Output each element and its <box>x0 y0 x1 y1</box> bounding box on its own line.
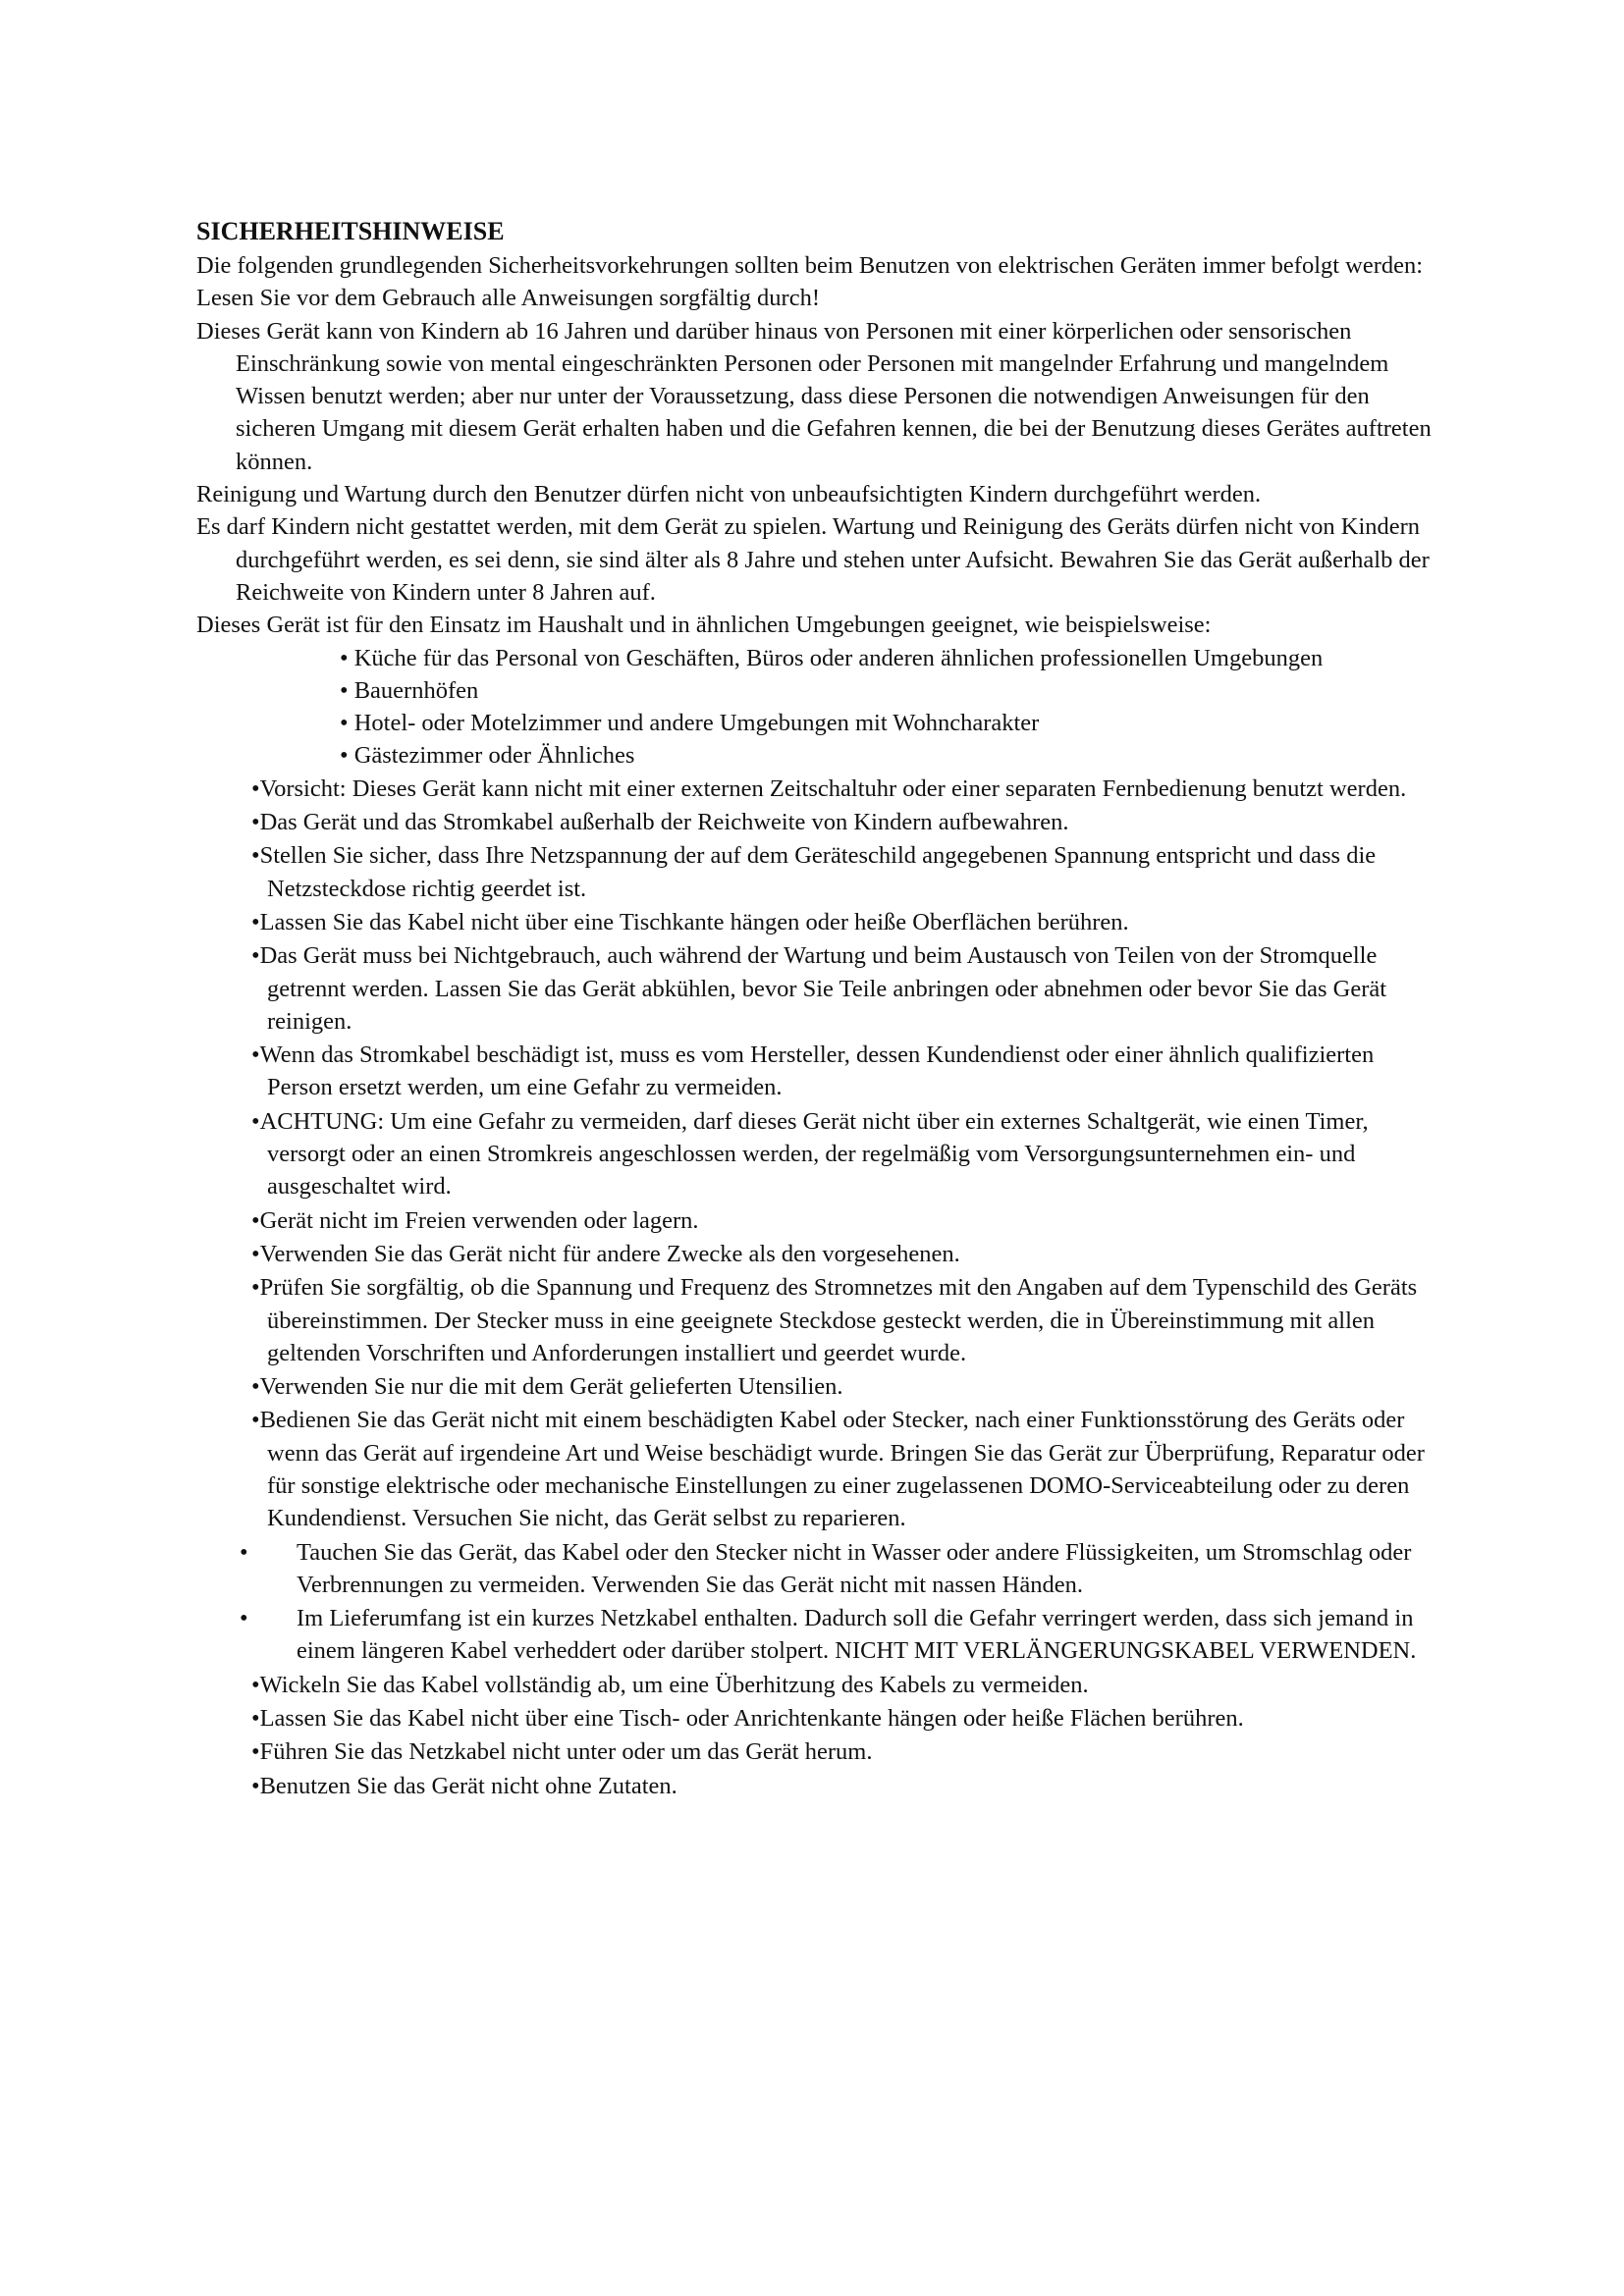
warning-text: ACHTUNG: Um eine Gefahr zu vermeiden, darf dieses Gerät nicht über ein externes Schaltgerät, wie einen Timer, versorgt oder an einen Stromkreis angeschlossen werden, der regelmäßig vom Versorgungsunternehmen ein- und ausgeschaltet wird. <box>259 1107 1369 1201</box>
list-item: • Küche für das Personal von Geschäften, Büros oder anderen ähnlichen professionellen Umgebungen <box>340 644 1324 671</box>
warning-text: Tauchen Sie das Gerät, das Kabel oder den Stecker nicht in Wasser oder andere Flüssigkeiten, um Stromschlag oder Verbrennungen zu vermeiden. Verwenden Sie das Gerät nicht mit nassen Händen. <box>297 1538 1412 1598</box>
warning-text: Verwenden Sie nur die mit dem Gerät gelieferten Utensilien. <box>259 1373 843 1401</box>
list-item <box>240 773 1443 805</box>
bullet-icon: • <box>251 1738 260 1766</box>
list-item <box>240 939 1443 1038</box>
bullet-icon: • <box>240 1605 248 1632</box>
list-item: • Bauernhöfen <box>340 676 479 704</box>
bullet-icon: • <box>251 809 260 836</box>
list-item <box>240 839 1443 905</box>
warning-list <box>196 773 1443 1802</box>
bullet-icon: • <box>251 1240 260 1267</box>
bullet-icon: • <box>251 1107 260 1135</box>
warning-text: Prüfen Sie sorgfältig, ob die Spannung und Frequenz des Stromnetzes mit den Angaben auf dem Typenschild des Geräts übereinstimmen. Der Stecker muss in eine geeignete Steckdose gesteckt werden, die in Übereinstimmung mit allen geltenden Vorschriften und Anforderungen installiert und geerdet wurde. <box>259 1274 1418 1366</box>
list-item <box>240 1204 1443 1237</box>
warning-text: Lassen Sie das Kabel nicht über eine Tischkante hängen oder heiße Oberflächen berühren. <box>259 908 1129 935</box>
children-play-paragraph: Es darf Kindern nicht gestattet werden, mit dem Gerät zu spielen. Wartung und Reinigung des Geräts dürfen nicht von Kindern durchgeführt werden, es sei denn, sie sind älter als 8 Jahre und stehen unter Aufsicht. Bewahren Sie das Gerät außerhalb der Reichweite von Kindern unter 8 Jahren auf. <box>196 513 1430 606</box>
bullet-icon: • <box>251 774 260 802</box>
list-item <box>240 1536 1443 1602</box>
warning-text: Vorsicht: Dieses Gerät kann nicht mit einer externen Zeitschaltuhr oder einer separaten Fernbedienung benutzt werden. <box>259 774 1407 802</box>
bullet-icon: • <box>251 908 260 935</box>
list-item <box>240 1702 1443 1735</box>
bullet-icon: • <box>251 1206 260 1234</box>
warning-text: Verwenden Sie das Gerät nicht für andere Zwecke als den vorgesehenen. <box>259 1240 960 1267</box>
warning-text: Gerät nicht im Freien verwenden oder lagern. <box>259 1206 699 1234</box>
list-item <box>240 1271 1443 1369</box>
read-instructions-paragraph: Lesen Sie vor dem Gebrauch alle Anweisungen sorgfältig durch! <box>196 285 821 312</box>
bullet-icon: • <box>251 1772 260 1799</box>
bullet-icon: • <box>251 1373 260 1401</box>
bullet-icon: • <box>251 942 260 970</box>
cleaning-children-paragraph: Reinigung und Wartung durch den Benutzer dürfen nicht von unbeaufsichtigten Kindern durchgeführt werden. <box>196 481 1262 508</box>
warning-text: Benutzen Sie das Gerät nicht ohne Zutaten. <box>259 1772 677 1799</box>
document-page <box>196 214 1443 1802</box>
warning-text: Im Lieferumfang ist ein kurzes Netzkabel enthalten. Dadurch soll die Gefahr verringert werden, dass sich jemand in einem längeren Kabel verheddert oder darüber stolpert. NICHT MIT VERLÄNGERUNGSKABEL VERWENDEN. <box>297 1605 1417 1665</box>
bullet-icon: • <box>251 1705 260 1733</box>
list-item <box>240 1735 1443 1768</box>
bullet-icon: • <box>251 1041 260 1069</box>
list-item <box>240 1238 1443 1270</box>
bullet-icon: • <box>240 1538 248 1566</box>
page-title: SICHERHEITSHINWEISE <box>196 217 505 245</box>
warning-text: Lassen Sie das Kabel nicht über eine Tisch- oder Anrichtenkante hängen oder heiße Flächen berühren. <box>259 1705 1244 1733</box>
warning-text: Wickeln Sie das Kabel vollständig ab, um eine Überhitzung des Kabels zu vermeiden. <box>259 1671 1089 1698</box>
bullet-icon: • <box>251 1407 260 1434</box>
intended-use-paragraph: Dieses Gerät ist für den Einsatz im Haushalt und in ähnlichen Umgebungen geeignet, wie beispielsweise: <box>196 612 1212 639</box>
user-eligibility-paragraph: Dieses Gerät kann von Kindern ab 16 Jahren und darüber hinaus von Personen mit einer körperlichen oder sensorischen Einschränkung sowie von mental eingeschränkten Personen oder Personen mit mangelnder Erfahrung und mangelndem Wissen benutzt werden; aber nur unter der Voraussetzung, dass diese Personen die notwendigen Anweisungen für den sicheren Umgang mit diesem Gerät erhalten haben und die Gefahren kennen, die bei der Benutzung dieses Gerätes auftreten können. <box>196 317 1432 475</box>
list-item <box>240 1602 1443 1668</box>
warning-text: Führen Sie das Netzkabel nicht unter oder um das Gerät herum. <box>259 1738 873 1766</box>
list-item <box>240 1370 1443 1403</box>
list-item: • Hotel- oder Motelzimmer und andere Umgebungen mit Wohncharakter <box>340 710 1040 737</box>
intro-paragraph: Die folgenden grundlegenden Sicherheitsvorkehrungen sollten beim Benutzen von elektrischen Geräten immer befolgt werden: <box>196 252 1424 279</box>
bullet-icon: • <box>251 1671 260 1698</box>
warning-text: Wenn das Stromkabel beschädigt ist, muss es vom Hersteller, dessen Kundendienst oder einer ähnlich qualifizierten Person ersetzt werden, um eine Gefahr zu vermeiden. <box>259 1041 1375 1101</box>
list-item: • Gästezimmer oder Ähnliches <box>340 742 635 770</box>
bullet-icon: • <box>251 1274 260 1302</box>
list-item <box>240 1770 1443 1802</box>
list-item <box>240 1105 1443 1203</box>
warning-text: Das Gerät und das Stromkabel außerhalb der Reichweite von Kindern aufbewahren. <box>259 809 1069 836</box>
warning-text: Stellen Sie sicher, dass Ihre Netzspannung der auf dem Geräteschild angegebenen Spannung entspricht und dass die Netzsteckdose richtig geerdet ist. <box>259 842 1377 902</box>
bullet-icon: • <box>251 842 260 870</box>
warning-text: Das Gerät muss bei Nichtgebrauch, auch während der Wartung und beim Austausch von Teilen von der Stromquelle getrennt werden. Lassen Sie das Gerät abkühlen, bevor Sie Teile anbringen oder abnehmen oder bevor Sie das Gerät reinigen. <box>259 942 1387 1035</box>
list-item <box>240 1039 1443 1104</box>
environment-list <box>196 642 1443 773</box>
list-item <box>240 1669 1443 1701</box>
list-item <box>240 806 1443 838</box>
warning-text: Bedienen Sie das Gerät nicht mit einem beschädigten Kabel oder Stecker, nach einer Funktionsstörung des Geräts oder wenn das Gerät auf irgendeine Art und Weise beschädigt wurde. Bringen Sie das Gerät zur Überprüfung, Reparatur oder für sonstige elektrische oder mechanische Einstellungen zu einer zugelassenen DOMO-Serviceabteilung oder zu deren Kundendienst. Versuchen Sie nicht, das Gerät selbst zu reparieren. <box>259 1407 1425 1532</box>
list-item <box>240 906 1443 938</box>
list-item <box>240 1404 1443 1534</box>
